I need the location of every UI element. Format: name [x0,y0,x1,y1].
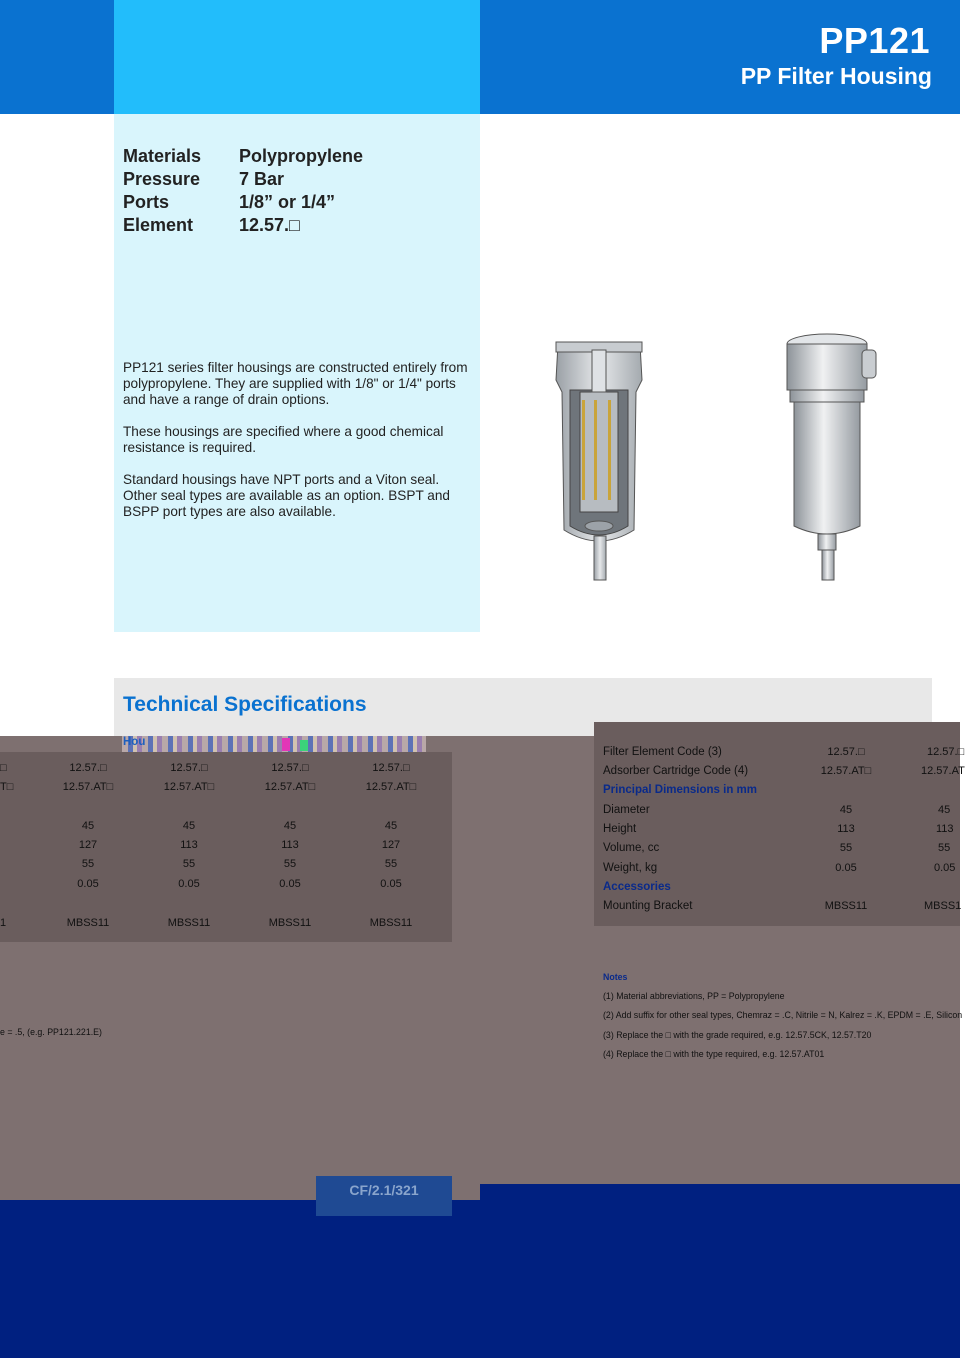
table-cell: MBSS11 [167,917,211,929]
table-cell: 1 [0,917,7,929]
table-row-label: Filter Element Code (3) [603,746,722,758]
header-left-band [0,0,114,114]
table-section-heading: Accessories [603,881,671,893]
table-cell: MBSS11 [66,917,110,929]
table-heading-fragment: Hou [123,736,146,748]
page-code: CF/2.1/321 [316,1176,452,1216]
table-cell: 45 [81,820,95,832]
product-name: PP Filter Housing [740,63,932,89]
filter-housing-image [778,330,880,585]
table-cell: 12.57.□ [170,762,208,774]
table-cell: 45 [182,820,196,832]
table-cell: 12.57.AT□ [264,781,316,793]
table-cell: 0.05 [835,862,857,874]
table-cell: T□ [0,781,14,793]
spec-row-materials [123,146,363,167]
description-paragraph-3: Standard housings have NPT ports and a Viton seal. Other seal types are available as an option. BSPT and BSPP port types are also available. [123,472,450,519]
table-cell: 55 [938,842,951,854]
table-section-heading: Principal Dimensions in mm [603,784,758,796]
table-cell: 12.57.AT [921,765,965,777]
product-code: PP121 [819,20,930,61]
table-row-label: Height [603,823,637,835]
table-cell: MBSS11 [268,917,312,929]
table-cell: 127 [381,839,401,851]
table-cell: 12.57.□ [372,762,410,774]
table-cell: 0.05 [77,878,99,890]
table-cell: 45 [283,820,297,832]
table-cell: 12.57.AT□ [62,781,114,793]
spec-value: 1/8” or 1/4” [239,192,336,212]
table-cell: 12.57.□ [69,762,107,774]
table-cell: 127 [78,839,98,851]
glitch-strip [122,736,426,752]
spec-row-pressure [123,169,284,190]
header-cyan-band [114,0,480,114]
spec-label: Materials [123,146,202,166]
spec-row-ports [123,192,335,213]
table-row-label: Adsorber Cartridge Code (4) [603,765,749,777]
table-cell: 0.05 [178,878,200,890]
footer-band [0,1200,960,1358]
table-cell: 113 [180,839,198,851]
table-cell: 0.05 [380,878,402,890]
spec-label: Ports [123,192,170,212]
table-cell: 113 [936,823,954,835]
table-cell: □ [0,762,7,774]
note-fragment: e = .5, (e.g. PP121.221.E) [0,1027,102,1037]
spec-label: Pressure [123,169,201,189]
table-row-label: Diameter [603,804,650,816]
description-paragraph-2: These housings are specified where a good chemical resistance is required. [123,424,444,455]
table-cell: 12.57.□ [827,746,865,758]
note-item: (3) Replace the □ with the grade required, e.g. 12.57.5CK, 12.57.T20 [603,1030,872,1040]
filter-cutaway-image [548,330,650,585]
table-cell: 12.57.□ [271,762,309,774]
table-cell: 113 [837,823,855,835]
table-cell: 55 [81,858,95,870]
spec-row-element [123,215,300,236]
table-cell: 113 [281,839,299,851]
table-row-label: Volume, cc [603,842,660,854]
table-cell: 12.57.AT□ [820,765,872,777]
table-cell: 12.57.□ [927,746,965,758]
table-cell: MBSS1 [924,900,962,912]
spec-value: Polypropylene [239,146,364,166]
table-cell: 45 [839,804,853,816]
table-cell: 55 [839,842,853,854]
spec-value: 7 Bar [239,169,285,189]
table-cell: 45 [384,820,398,832]
note-item: (1) Material abbreviations, PP = Polypropylene [603,991,785,1001]
table-cell: 55 [182,858,196,870]
glitch-block [282,738,290,751]
table-cell: 55 [384,858,398,870]
footer-band-step [480,1184,960,1200]
table-cell: 12.57.AT□ [365,781,417,793]
table-row-label: Weight, kg [603,862,658,874]
table-cell: 0.05 [934,862,956,874]
table-cell: 45 [938,804,951,816]
glitch-block [300,740,308,751]
spec-label: Element [123,215,194,235]
table-cell: MBSS11 [824,900,868,912]
spec-value: 12.57.□ [239,215,300,235]
table-cell: 12.57.AT□ [163,781,215,793]
table-cell: 0.05 [279,878,301,890]
note-item: (4) Replace the □ with the type required, e.g. 12.57.AT01 [603,1049,825,1059]
notes-title: Notes [603,972,628,982]
note-item: (2) Add suffix for other seal types, Chemraz = .C, Nitrile = N, Kalrez = .K, EPDM = .E, Silicon [603,1010,963,1020]
table-cell: MBSS11 [369,917,413,929]
table-row-label: Mounting Bracket [603,900,693,912]
tech-spec-title: Technical Specifications [123,693,367,716]
description-paragraph-1: PP121 series filter housings are constructed entirely from polypropylene. They are supplied with 1/8" or 1/4" ports and have a range of drain options. [123,360,468,407]
table-cell: 55 [283,858,297,870]
